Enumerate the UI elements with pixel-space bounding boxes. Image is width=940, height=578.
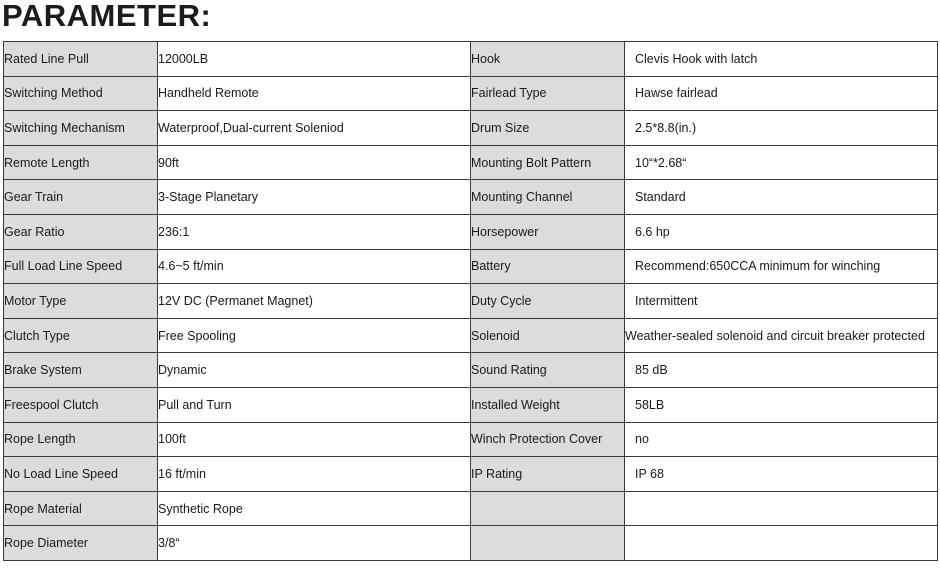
spec-value: Clevis Hook with latch — [625, 42, 938, 77]
spec-value: Standard — [625, 180, 938, 215]
spec-value: IP 68 — [625, 457, 938, 492]
spec-label: Switching Mechanism — [4, 111, 158, 146]
table-row — [4, 76, 938, 111]
spec-value: Synthetic Rope — [158, 491, 471, 526]
spec-value: Intermittent — [625, 284, 938, 319]
spec-value: Free Spooling — [158, 318, 471, 353]
spec-label: IP Rating — [471, 457, 625, 492]
table-row — [4, 111, 938, 146]
spec-value: Weather-sealed solenoid and circuit breaker protected — [625, 318, 938, 353]
spec-value: 12000LB — [158, 42, 471, 77]
spec-label: Rope Diameter — [4, 526, 158, 561]
table-row — [4, 387, 938, 422]
table-row — [4, 145, 938, 180]
spec-value: no — [625, 422, 938, 457]
spec-label: Switching Method — [4, 76, 158, 111]
table-row — [4, 249, 938, 284]
spec-label: Hook — [471, 42, 625, 77]
spec-value: 12V DC (Permanet Magnet) — [158, 284, 471, 319]
spec-value: 3-Stage Planetary — [158, 180, 471, 215]
spec-label: Freespool Clutch — [4, 387, 158, 422]
spec-label: Clutch Type — [4, 318, 158, 353]
spec-value: 236:1 — [158, 214, 471, 249]
spec-label: Sound Rating — [471, 353, 625, 388]
spec-label-empty — [471, 526, 625, 561]
spec-value: Dynamic — [158, 353, 471, 388]
spec-label: Fairlead Type — [471, 76, 625, 111]
spec-value: 4.6~5 ft/min — [158, 249, 471, 284]
spec-value: Hawse fairlead — [625, 76, 938, 111]
page-title: PARAMETER: — [2, 0, 212, 33]
spec-value: 3/8“ — [158, 526, 471, 561]
spec-label: Mounting Bolt Pattern — [471, 145, 625, 180]
spec-value: Handheld Remote — [158, 76, 471, 111]
spec-value: 85 dB — [625, 353, 938, 388]
spec-label: Full Load Line Speed — [4, 249, 158, 284]
spec-label: Mounting Channel — [471, 180, 625, 215]
spec-label: Rated Line Pull — [4, 42, 158, 77]
spec-value: 90ft — [158, 145, 471, 180]
table-row — [4, 318, 938, 353]
spec-value: 6.6 hp — [625, 214, 938, 249]
parameter-table — [3, 41, 938, 561]
table-row — [4, 214, 938, 249]
spec-label: Duty Cycle — [471, 284, 625, 319]
spec-label: Winch Protection Cover — [471, 422, 625, 457]
spec-label: Gear Train — [4, 180, 158, 215]
table-row — [4, 42, 938, 77]
parameter-table-body — [4, 42, 938, 561]
spec-value: 58LB — [625, 387, 938, 422]
table-row — [4, 284, 938, 319]
spec-label: Battery — [471, 249, 625, 284]
spec-value: Waterproof,Dual-current Soleniod — [158, 111, 471, 146]
spec-value-empty — [625, 526, 938, 561]
spec-label: Solenoid — [471, 318, 625, 353]
table-row — [4, 457, 938, 492]
spec-label: Remote Length — [4, 145, 158, 180]
spec-value: 100ft — [158, 422, 471, 457]
table-row — [4, 422, 938, 457]
spec-label: No Load Line Speed — [4, 457, 158, 492]
spec-label: Rope Material — [4, 491, 158, 526]
spec-label: Horsepower — [471, 214, 625, 249]
spec-label: Installed Weight — [471, 387, 625, 422]
spec-label: Rope Length — [4, 422, 158, 457]
spec-value: 16 ft/min — [158, 457, 471, 492]
spec-label-empty — [471, 491, 625, 526]
spec-label: Gear Ratio — [4, 214, 158, 249]
spec-value: 2.5*8.8(in.) — [625, 111, 938, 146]
spec-value: 10“*2.68“ — [625, 145, 938, 180]
spec-value: Recommend:650CCA minimum for winching — [625, 249, 938, 284]
table-row — [4, 526, 938, 561]
spec-label: Brake System — [4, 353, 158, 388]
table-row — [4, 491, 938, 526]
spec-label: Motor Type — [4, 284, 158, 319]
spec-value-empty — [625, 491, 938, 526]
spec-value: Pull and Turn — [158, 387, 471, 422]
spec-label: Drum Size — [471, 111, 625, 146]
table-row — [4, 353, 938, 388]
table-row — [4, 180, 938, 215]
